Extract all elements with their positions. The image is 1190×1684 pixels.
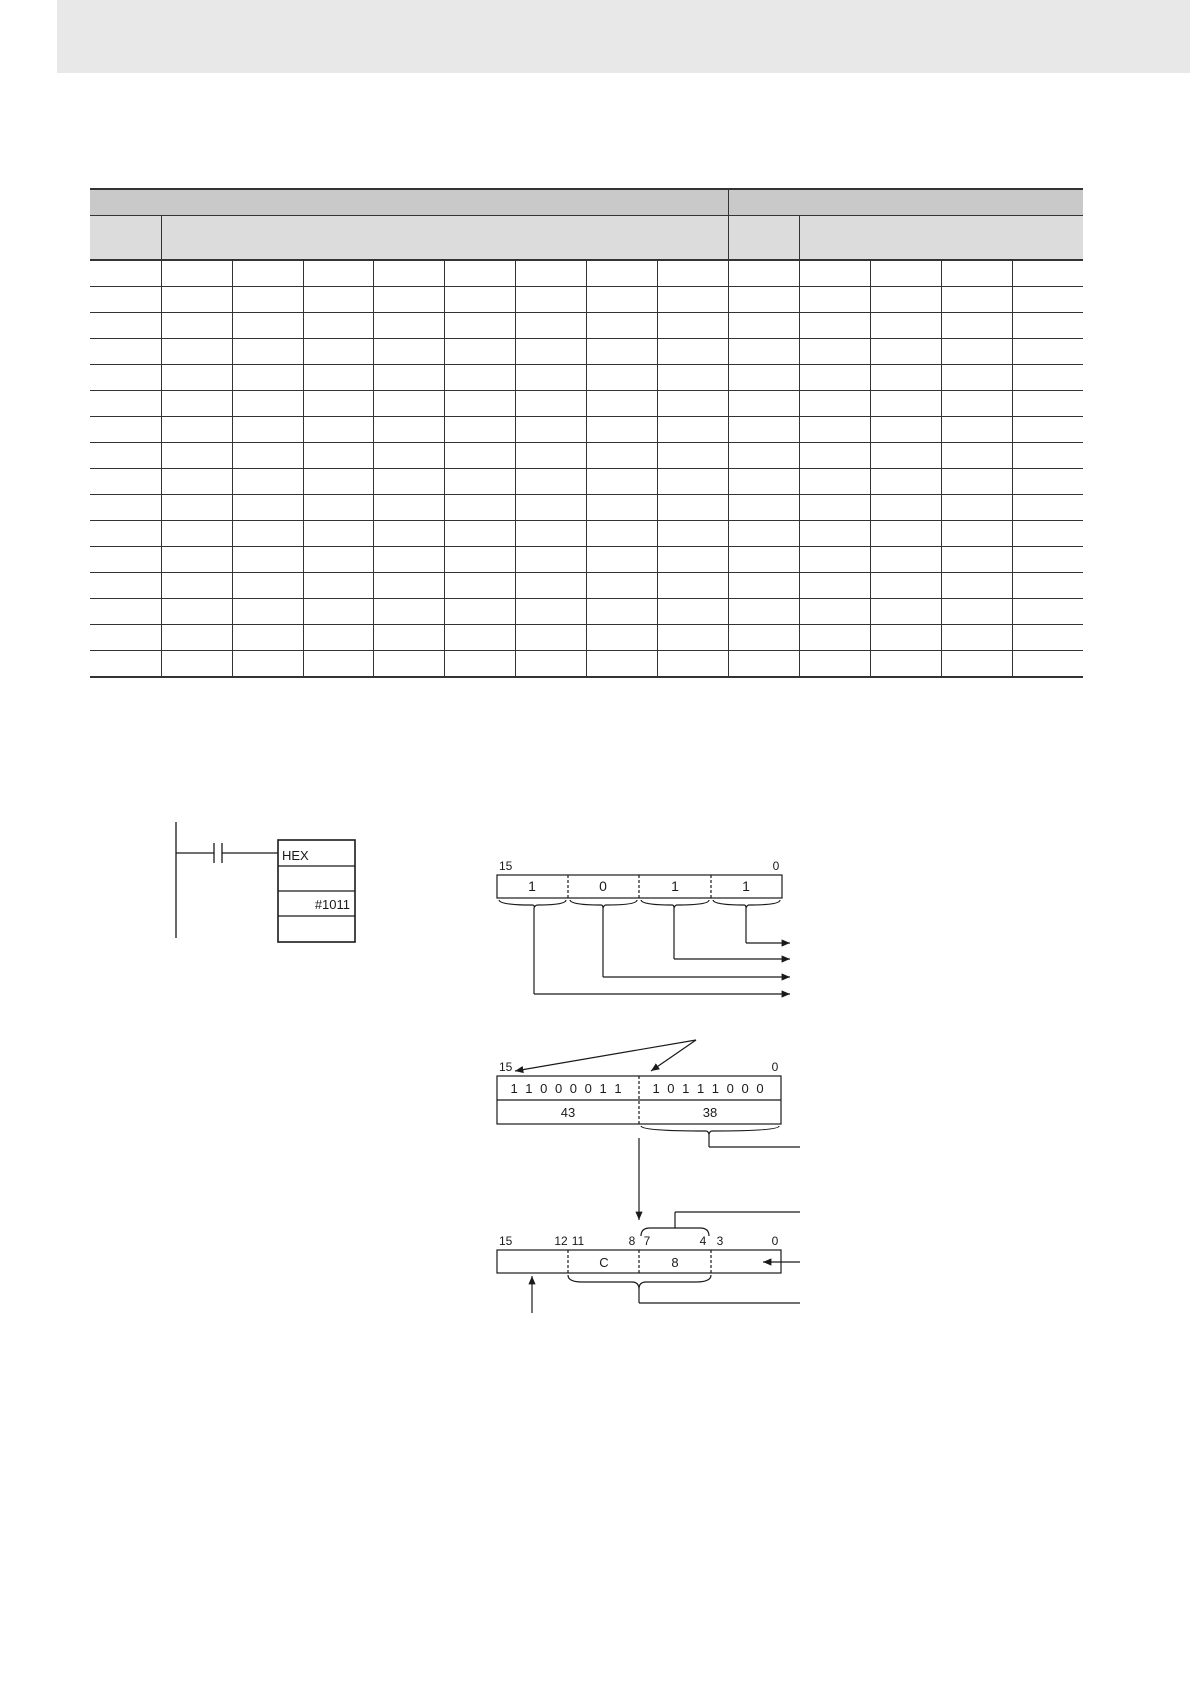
ascii-high-byte-hex: 43 [560,1105,576,1120]
ascii-low-byte-bits: 1 0 1 1 1 0 0 0 [652,1081,766,1096]
ascii-word-bit-low: 0 [771,1060,779,1074]
digit-2: 0 [599,878,607,894]
result-bit-4: 4 [699,1234,707,1248]
result-bit-12: 12 [554,1234,568,1248]
ascii-word-bit-high: 15 [499,1060,513,1074]
result-bit-7: 7 [643,1234,651,1248]
ascii-word [497,1040,800,1220]
result-bit-15: 15 [499,1234,513,1248]
ladder-operand: #1011 [314,897,350,912]
ascii-high-byte-bits: 1 1 0 0 0 0 1 1 [510,1081,624,1096]
result-digit-8: 8 [671,1255,679,1270]
result-bit-8: 8 [628,1234,636,1248]
result-bit-11: 11 [571,1234,585,1248]
digit-1: 1 [671,878,679,894]
digit-0: 1 [742,878,750,894]
ladder-instruction: HEX [282,848,309,863]
ladder-rung [176,822,355,942]
result-bit-3: 3 [716,1234,724,1248]
digit-word-bit-low: 0 [772,859,780,873]
result-bit-0: 0 [771,1234,779,1248]
result-word [497,1212,800,1313]
result-digit-c: C [599,1255,609,1270]
digit-3: 1 [528,878,536,894]
ascii-low-byte-hex: 38 [702,1105,718,1120]
digit-word-bit-high: 15 [499,859,513,873]
